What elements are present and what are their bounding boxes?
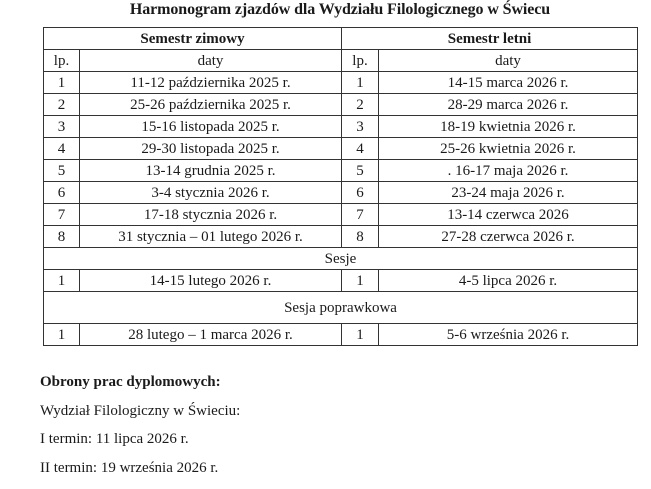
summer-lp: 4: [342, 138, 379, 160]
winter-lp: 8: [44, 226, 80, 248]
table-row: [44, 116, 638, 138]
table-row: [44, 138, 638, 160]
document-title: Harmonogram zjazdów dla Wydziału Filologicznego w Świecu: [129, 1, 551, 18]
summer-date: 27-28 czerwca 2026 r.: [379, 226, 638, 248]
summer-lp: 1: [342, 324, 379, 346]
winter-date: 11-12 października 2025 r.: [80, 72, 342, 94]
summer-date: 18-19 kwietnia 2026 r.: [379, 116, 638, 138]
winter-lp: 4: [44, 138, 80, 160]
resit-label-row: [44, 292, 638, 324]
summer-lp: 6: [342, 182, 379, 204]
winter-date: 15-16 listopada 2025 r.: [80, 116, 342, 138]
winter-date: 3-4 stycznia 2026 r.: [80, 182, 342, 204]
summer-lp: 8: [342, 226, 379, 248]
semester-header-row: [44, 28, 638, 50]
winter-lp: 3: [44, 116, 80, 138]
winter-lp: 7: [44, 204, 80, 226]
schedule-table: [43, 27, 638, 346]
winter-date: 14-15 lutego 2026 r.: [80, 270, 342, 292]
summer-lp: 2: [342, 94, 379, 116]
summer-date: 23-24 maja 2026 r.: [379, 182, 638, 204]
resit-label: Sesja poprawkowa: [44, 292, 638, 324]
summer-dates-header: daty: [379, 50, 638, 72]
thesis-defense-section: [40, 372, 240, 486]
summer-date: . 16-17 maja 2026 r.: [379, 160, 638, 182]
winter-date: 25-26 października 2025 r.: [80, 94, 342, 116]
defense-term-2: II termin: 19 września 2026 r.: [40, 459, 219, 476]
sessions-label: Sesje: [44, 248, 638, 270]
summer-date: 4-5 lipca 2026 r.: [379, 270, 638, 292]
table-row: [44, 226, 638, 248]
column-header-row: [44, 50, 638, 72]
summer-semester-header: Semestr letni: [342, 28, 638, 50]
winter-dates-header: daty: [80, 50, 342, 72]
winter-semester-header: Semestr zimowy: [44, 28, 342, 50]
winter-lp: 1: [44, 324, 80, 346]
summer-date: 5-6 września 2026 r.: [379, 324, 638, 346]
session-row: [44, 270, 638, 292]
sessions-label-row: [44, 248, 638, 270]
summer-lp-header: lp.: [342, 50, 379, 72]
defense-faculty: Wydział Filologiczny w Świeciu:: [40, 402, 241, 419]
winter-date: 31 stycznia – 01 lutego 2026 r.: [80, 226, 342, 248]
defense-term-1: I termin: 11 lipca 2026 r.: [40, 431, 189, 447]
summer-lp: 1: [342, 270, 379, 292]
table-row: [44, 94, 638, 116]
table-row: [44, 182, 638, 204]
resit-row: [44, 324, 638, 346]
winter-lp-header: lp.: [44, 50, 80, 72]
winter-date: 29-30 listopada 2025 r.: [80, 138, 342, 160]
table-row: [44, 160, 638, 182]
defense-heading: Obrony prac dyplomowych:: [40, 374, 221, 390]
winter-date: 13-14 grudnia 2025 r.: [80, 160, 342, 182]
winter-lp: 1: [44, 270, 80, 292]
table-row: [44, 204, 638, 226]
winter-lp: 6: [44, 182, 80, 204]
summer-lp: 5: [342, 160, 379, 182]
summer-lp: 1: [342, 72, 379, 94]
summer-lp: 7: [342, 204, 379, 226]
summer-date: 13-14 czerwca 2026: [379, 204, 638, 226]
winter-date: 17-18 stycznia 2026 r.: [80, 204, 342, 226]
table-row: [44, 72, 638, 94]
summer-lp: 3: [342, 116, 379, 138]
winter-lp: 1: [44, 72, 80, 94]
summer-date: 28-29 marca 2026 r.: [379, 94, 638, 116]
summer-date: 25-26 kwietnia 2026 r.: [379, 138, 638, 160]
winter-lp: 5: [44, 160, 80, 182]
winter-lp: 2: [44, 94, 80, 116]
summer-date: 14-15 marca 2026 r.: [379, 72, 638, 94]
winter-date: 28 lutego – 1 marca 2026 r.: [80, 324, 342, 346]
